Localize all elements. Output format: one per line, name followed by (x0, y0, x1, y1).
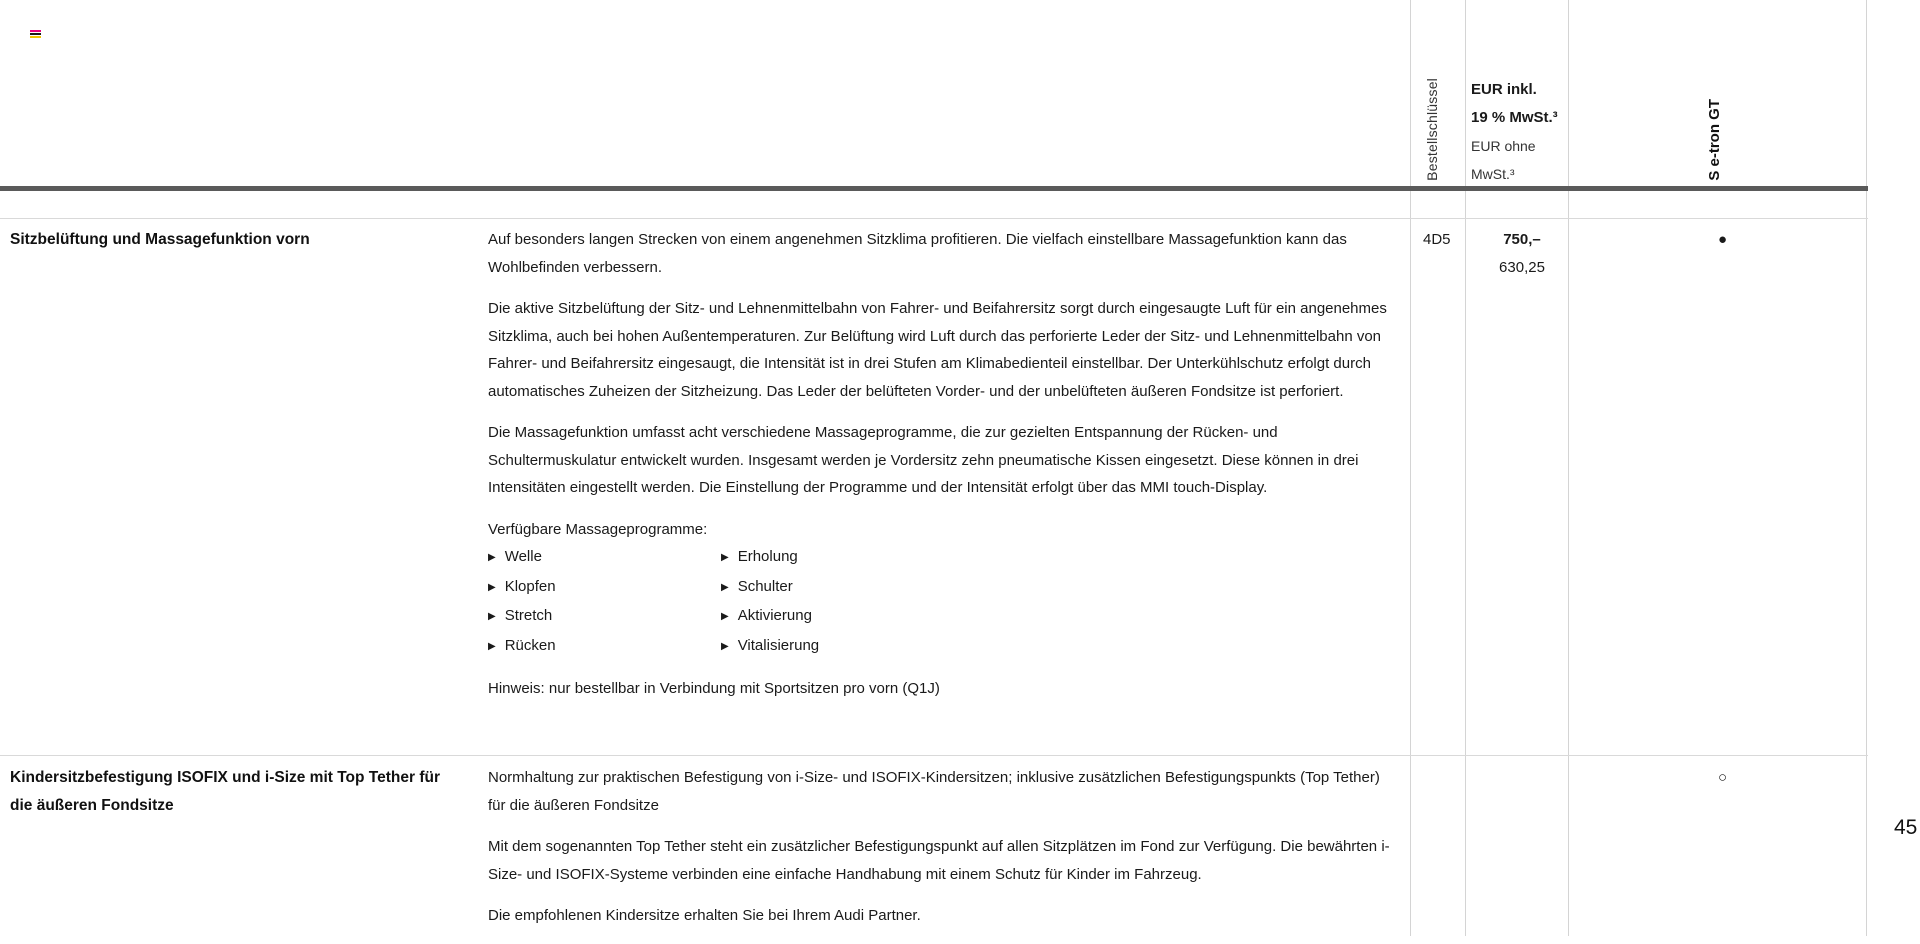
brand-logo-icon (30, 30, 41, 41)
header-eur-incl-2: 19 % MwSt.³ (1471, 109, 1558, 126)
page-number: 45 (1894, 816, 1918, 839)
header-model: S e-tron GT (1706, 99, 1723, 181)
bullet-triangle-icon: ▶ (488, 640, 496, 652)
availability-option-icon: ○ (1718, 769, 1728, 786)
availability-standard-icon: ● (1718, 231, 1728, 248)
bullet-triangle-icon: ▶ (721, 611, 729, 622)
description-paragraph: Die aktive Sitzbelüftung der Sitz- und Lehnenmittelbahn von Fahrer- und Beifahrersitz sorgt durch eingesaugte Luft für ein angenehmes Sitzklima, auch bei hohen Außentemperaturen. Zur Belüftung wird Luft durch das perforierte Leder der Sitz- und Lehnenmittelbahn von Fahrer- und Beifahrersitz eingesaugt, die Intensität ist in drei Stufen am Klimabedienteil einstellbar. Der Unterkühlschutz erfolgt durch automatisches Zuheizen der Sitzheizung. Das Leder der belüfteten Vorder- und der unbelüfteten äußeren Fondsitze ist perforiert. (488, 300, 1387, 400)
row-description (488, 764, 1398, 944)
price (1472, 226, 1572, 282)
price-net: 630,25 (1499, 259, 1545, 276)
bullet-triangle-icon: ▶ (488, 552, 496, 563)
program-list (488, 543, 1398, 661)
row-divider (0, 218, 1868, 219)
description-paragraph: Die Massagefunktion umfasst acht verschiedene Massageprogramme, die zur gezielten Entspannung der Rücken- und Schultermuskulatur entwickelt wurden. Insgesamt werden je Vordersitz zehn pneumatische Kissen eingesetzt. Diese können in drei Intensitäten eingestellt werden. Die Einstellung der Programme und der Intensität erfolgt über das MMI touch-Display. (488, 424, 1359, 496)
column-divider (1866, 0, 1867, 936)
list-item: ▶ Welle (488, 543, 721, 573)
row-title: Sitzbelüftung und Massagefunktion vorn (10, 231, 310, 248)
list-item: ▶ Schulter (721, 573, 921, 603)
order-code: 4D5 (1423, 231, 1451, 248)
bullet-triangle-icon: ▶ (721, 640, 729, 652)
list-item: ▶ Stretch (488, 602, 721, 632)
description-paragraph: Auf besonders langen Strecken von einem angenehmen Sitzklima profitieren. Die vielfach einstellbare Massagefunktion kann das Wohlbefinden verbessern. (488, 231, 1347, 276)
column-divider (1465, 0, 1466, 936)
price-gross: 750,– (1503, 231, 1541, 248)
bullet-triangle-icon: ▶ (488, 611, 496, 622)
description-paragraph: Normhaltung zur praktischen Befestigung von i-Size- und ISOFIX-Kindersitzen; inklusive zusätzlichen Befestigungspunkts (Top Tether) für die äußeren Fondsitze (488, 769, 1380, 814)
header-price (1471, 76, 1558, 188)
list-item: ▶ Aktivierung (721, 602, 921, 632)
bullet-triangle-icon: ▶ (488, 581, 496, 593)
header-rule (0, 186, 1868, 191)
header-eur-excl-2: MwSt.³ (1471, 166, 1515, 182)
column-divider (1568, 0, 1569, 936)
row-description (488, 226, 1398, 703)
row-divider (0, 755, 1868, 756)
description-paragraph: Die empfohlenen Kindersitze erhalten Sie bei Ihrem Audi Partner. (488, 907, 921, 924)
list-label: Verfügbare Massageprogramme: (488, 520, 708, 538)
list-item: ▶ Vitalisierung (721, 632, 921, 662)
list-item: ▶ Klopfen (488, 573, 721, 603)
list-item: ▶ Erholung (721, 543, 921, 573)
header-order-key: Bestellschlüssel (1424, 78, 1440, 181)
row-title: Kindersitzbefestigung ISOFIX und i-Size mit Top Tether für die äußeren Fondsitze (10, 769, 440, 814)
header-eur-excl-1: EUR ohne (1471, 138, 1536, 154)
bullet-triangle-icon: ▶ (721, 581, 729, 593)
bullet-triangle-icon: ▶ (721, 552, 729, 563)
column-divider (1410, 0, 1411, 936)
description-paragraph: Mit dem sogenannten Top Tether steht ein zusätzlicher Befestigungspunkt auf allen Sitzplätzen im Fond zur Verfügung. Die bewährten i-Size- und ISOFIX-Systeme verbinden eine einfache Handhabung mit einem Schutz für Kinder im Fahrzeug. (488, 838, 1390, 883)
list-item: ▶ Rücken (488, 632, 721, 662)
note: Hinweis: nur bestellbar in Verbindung mit Sportsitzen pro vorn (Q1J) (488, 680, 940, 697)
header-eur-incl-1: EUR inkl. (1471, 81, 1537, 98)
